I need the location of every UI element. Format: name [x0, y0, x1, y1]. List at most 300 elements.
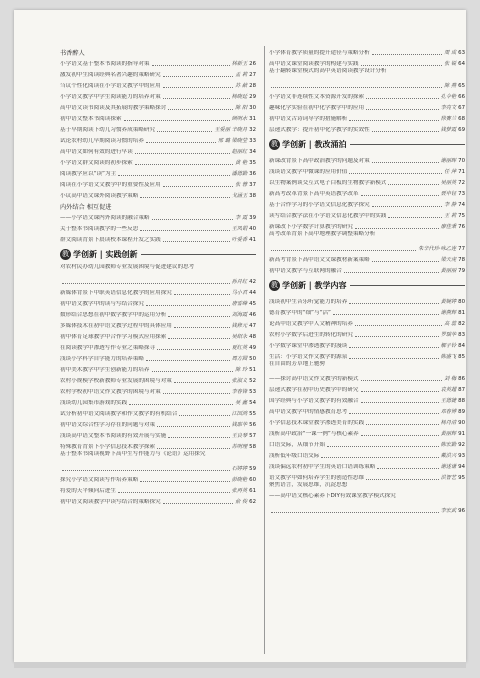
- column-divider: [264, 46, 265, 654]
- leader-dots: [372, 162, 439, 163]
- toc-entry[interactable]: [60, 473, 256, 484]
- toc-entry[interactable]: [269, 165, 465, 176]
- toc-entry-title[interactable]: 对农村民办幼儿园教师专业发展困境与促进建议的思考: [60, 264, 195, 270]
- author: 顾明水: [231, 116, 248, 122]
- author: 陈 玲: [235, 367, 248, 373]
- toc-entry[interactable]: [60, 123, 256, 134]
- author: 吴绍永: [231, 334, 248, 340]
- toc-entry[interactable]: [269, 253, 465, 264]
- page-number: 82: [458, 321, 465, 327]
- entry-title: 浅谈高中语文整本书阅读的有效开展与实施: [60, 433, 167, 439]
- entry-title: 阅读教学应以“读”为主: [60, 171, 117, 177]
- author: 彭晓艳: [231, 477, 248, 483]
- author: 高 蕊: [444, 321, 457, 327]
- page-number: 53: [249, 389, 256, 395]
- author: 聂申钰: [440, 191, 457, 197]
- page-number: 63: [458, 50, 465, 56]
- author: 苏明理: [231, 444, 248, 450]
- author: 李 静: [444, 202, 457, 208]
- author: 王凤娟: [231, 226, 248, 232]
- author: 王良琴: [231, 433, 248, 439]
- leader-dots: [372, 261, 439, 262]
- toc-entry-continuation[interactable]: [269, 242, 465, 253]
- page-number: 32: [249, 127, 256, 133]
- toc-entry[interactable]: [269, 154, 465, 165]
- toc-entry[interactable]: [60, 211, 256, 222]
- toc-entry[interactable]: [269, 438, 465, 449]
- leader-dots: [366, 479, 438, 480]
- author: 黄丽辉: [440, 431, 457, 437]
- entry-title: 基于合作学习的小学语文信息化教学探究: [269, 202, 370, 208]
- page-number: 49: [249, 345, 256, 351]
- page-number: 79: [458, 268, 465, 274]
- entry-title: 浅析低年级口语交际: [269, 453, 320, 459]
- entry-title: 小学语文基于整本书阅读的指导对策: [60, 61, 150, 67]
- leader-dots: [321, 457, 438, 458]
- entry-subtitle: ——探讨高中语文作文教学的新模式: [269, 376, 359, 382]
- page-number: 54: [249, 400, 256, 406]
- entry-title: 新课改下小学数学计算教学的研究: [269, 224, 353, 230]
- toc-list: [269, 295, 465, 361]
- leader-dots: [163, 98, 230, 99]
- toc-entry-title[interactable]: 聚焦语言，发展思维，沉淀思想: [269, 482, 348, 488]
- author: 张 蓉: [235, 182, 248, 188]
- toc-entry[interactable]: [269, 46, 465, 57]
- leader-dots: [146, 305, 230, 306]
- leader-dots: [152, 65, 230, 66]
- author: 赵丽红: [231, 149, 248, 155]
- entry-title: 特殊教育背景下小学信息技术教学探索: [60, 444, 156, 450]
- toc-entry[interactable]: [60, 189, 256, 200]
- leader-dots: [157, 131, 212, 132]
- author: 邓春博: [440, 409, 457, 415]
- toc-entry[interactable]: [60, 222, 256, 233]
- author: 朱辛代珍·咏乙连: [418, 246, 457, 252]
- toc-entry[interactable]: [60, 484, 256, 495]
- toc-entry[interactable]: [60, 429, 256, 440]
- page-number: 83: [458, 332, 465, 338]
- toc-entry-title[interactable]: 在自由的芳草地上驰骋: [269, 361, 325, 367]
- leader-dots: [361, 195, 439, 196]
- toc-entry[interactable]: [269, 306, 465, 317]
- author: 罗瑞华: [440, 332, 457, 338]
- page-number: 84: [458, 343, 465, 349]
- author: 徐赛兰: [440, 116, 457, 122]
- leader-dots: [366, 98, 438, 99]
- section-subtitle: 内外结合 相互促进: [60, 204, 112, 211]
- toc-entry-title[interactable]: 基于翻转课堂模式的高中英语阅读教学设计分析: [269, 68, 387, 74]
- section-badge-icon: 教: [271, 281, 278, 289]
- leader-dots: [361, 391, 439, 392]
- author: 邢 璐 梁晓莹: [217, 138, 248, 144]
- toc-list: [60, 57, 256, 200]
- toc-entry-title[interactable]: 高考改革背景下高中地理教学调整策略分析: [269, 231, 376, 237]
- author: 戴洪兴: [440, 453, 457, 459]
- entry-title: 层递式教学：提升初中化学教学的实效性: [269, 127, 370, 133]
- page-number: 58: [249, 444, 256, 450]
- toc-entry-title[interactable]: 基于整本书阅读视野下高中生写作能力与《论语》运用探究: [60, 451, 206, 457]
- leader-dots: [124, 120, 230, 121]
- leader-dots: [168, 437, 229, 438]
- section-header: [269, 277, 465, 293]
- leader-dots: [372, 131, 439, 132]
- toc-entry[interactable]: [269, 350, 465, 361]
- leader-dots: [174, 327, 230, 328]
- page-number: 74: [458, 202, 465, 208]
- toc-entry[interactable]: [60, 319, 256, 330]
- author: 杨晓廷: [231, 94, 248, 100]
- leader-dots: [344, 272, 439, 273]
- toc-entry[interactable]: [269, 427, 465, 438]
- toc-entry[interactable]: [60, 233, 256, 244]
- leader-dots: [361, 435, 439, 436]
- page-number: 37: [249, 182, 256, 188]
- entry-title: 趣味化学实验在初中化学教学中的应用: [269, 105, 365, 111]
- toc-entry-continuation[interactable]: [60, 462, 256, 473]
- entry-title: 浅谈语文教学中微课的应用价值: [269, 169, 348, 175]
- author: 廖佳秉: [440, 224, 457, 230]
- entry-title: 初中体育足球教学中合作学习模式应用探索: [60, 334, 167, 340]
- toc-entry[interactable]: [60, 396, 256, 407]
- entry-title: 小学语文群文阅读的初步探索: [60, 160, 133, 166]
- author: 黄丽丽: [440, 268, 457, 274]
- author: 吴丽英: [440, 180, 457, 186]
- entry-title: 德育教学中的“细”与“活”: [269, 310, 331, 316]
- toc-entry[interactable]: [60, 79, 256, 90]
- toc-entry[interactable]: [60, 134, 256, 145]
- entry-title: 初中语文整本书阅读探索: [60, 116, 122, 122]
- toc-entry[interactable]: [60, 363, 256, 374]
- entry-title: 国学经典与小学语文教学的有效融合: [269, 398, 359, 404]
- toc-entry[interactable]: [60, 418, 256, 429]
- entry-title: 将爱的天平倾向后进生: [60, 488, 116, 494]
- entry-title: 小学信息技术课堂教学渗透美育的实践: [269, 420, 365, 426]
- toc-entry[interactable]: [269, 112, 465, 123]
- toc-entry[interactable]: [269, 416, 465, 427]
- page-number: 44: [249, 290, 256, 296]
- page-number: 42: [249, 279, 256, 285]
- entry-title: 新课改背景下高中政治教学的问题及对策: [269, 158, 370, 164]
- leader-dots: [163, 503, 233, 504]
- page-number: 28: [249, 83, 256, 89]
- page-number: 89: [458, 409, 465, 415]
- page-number: 47: [249, 323, 256, 329]
- toc-entry[interactable]: [60, 385, 256, 396]
- author: 谢丽晖: [440, 158, 457, 164]
- leader-dots: [62, 283, 230, 284]
- leader-dots: [118, 492, 230, 493]
- toc-entry[interactable]: [60, 90, 256, 101]
- leader-dots: [163, 393, 230, 394]
- page-number: 64: [458, 61, 465, 67]
- author: 王爱丽 辛晓月: [214, 127, 248, 133]
- entry-title: 农村学校初中语文作文教学的困境与对策: [60, 389, 161, 395]
- toc-entry[interactable]: [60, 330, 256, 341]
- leader-dots: [135, 153, 230, 154]
- page-number: 92: [458, 442, 465, 448]
- section-rule: [350, 285, 465, 286]
- entry-title: 新高考背景下高中语文文课教材新案策略: [269, 257, 370, 263]
- page-number: 80: [458, 299, 465, 305]
- leader-dots: [174, 294, 230, 295]
- toc-entry[interactable]: [60, 145, 256, 156]
- leader-dots: [327, 446, 439, 447]
- toc-list: [60, 286, 256, 451]
- leader-dots: [349, 173, 442, 174]
- toc-entry[interactable]: [269, 209, 465, 220]
- page-number: 72: [458, 180, 465, 186]
- page-number: 86: [458, 376, 465, 382]
- leader-dots: [179, 415, 229, 416]
- entry-title: 数形结合思想在初中数学教学中的运用分析: [60, 312, 167, 318]
- toc-entry[interactable]: [60, 68, 256, 79]
- toc-entry[interactable]: [269, 123, 465, 134]
- page-number: 51: [249, 367, 256, 373]
- leader-dots: [361, 65, 443, 66]
- author: 杨丹清: [440, 420, 457, 426]
- toc-entry[interactable]: [60, 178, 256, 189]
- toc-entry[interactable]: [60, 101, 256, 112]
- author: 张淑义: [231, 378, 248, 384]
- author: 张再英: [231, 488, 248, 494]
- toc-entry[interactable]: [60, 440, 256, 451]
- page-number: 61: [249, 488, 256, 494]
- toc-entry[interactable]: [60, 352, 256, 363]
- entry-title: 基于早期阅读下幼儿习惯养成策略研究: [60, 127, 156, 133]
- entry-title: 群文阅读背景下晨读校本课程开发之实践: [60, 237, 161, 243]
- toc-entry[interactable]: [269, 295, 465, 306]
- leader-dots: [152, 371, 234, 372]
- leader-dots: [168, 338, 229, 339]
- leader-dots: [349, 347, 438, 348]
- toc-entry[interactable]: [60, 341, 256, 352]
- leader-dots: [140, 481, 229, 482]
- page-number: 69: [458, 127, 465, 133]
- toc-list: [269, 253, 465, 275]
- toc-entry[interactable]: [269, 471, 465, 482]
- page-number: 88: [458, 398, 465, 404]
- page-number: 95: [458, 475, 465, 481]
- page-number: 56: [249, 422, 256, 428]
- page-number: 38: [249, 193, 256, 199]
- section-rule: [350, 144, 465, 145]
- entry-title: 小学数学课堂中渗透教学的漫谈: [269, 343, 348, 349]
- author: 黄婉婷: [440, 299, 457, 305]
- leader-dots: [271, 87, 442, 88]
- page-number: 67: [458, 105, 465, 111]
- author: 任 萍: [444, 169, 457, 175]
- section-subtitle: 书香醉人: [60, 50, 85, 57]
- author: 李亮文: [440, 105, 457, 111]
- toc-entry[interactable]: [269, 394, 465, 405]
- section-title: 学创新 | 教改涌泊: [282, 138, 347, 149]
- entry-title: 初中语文古诗词导学的措施解析: [269, 116, 348, 122]
- entry-title: 初中语文阅读教学中读写结合的策略探究: [60, 499, 161, 505]
- entry-title: 论高中语文教学中人文精神的培养: [269, 321, 353, 327]
- page-number: 65: [458, 83, 465, 89]
- author: 孙月红: [231, 279, 248, 285]
- author: 林新玉: [231, 61, 248, 67]
- entry-title: 激发初中生阅读经典名著兴趣的策略研究: [60, 72, 161, 78]
- entry-title: 初中语文综合性学习存在的问题与对策: [60, 422, 156, 428]
- toc-entry[interactable]: [60, 308, 256, 319]
- page-number: 26: [249, 61, 256, 67]
- leader-dots: [377, 468, 438, 469]
- entry-title: 刍议个性化阅读在小学语文教学中的应用: [60, 83, 161, 89]
- author: 李宏武: [440, 508, 457, 514]
- page-number: 77: [458, 246, 465, 252]
- entry-title: 高中语文如何有效的进行早读: [60, 149, 133, 155]
- entry-title: 小学语文非连续性文本资源开发的探索: [269, 94, 365, 100]
- toc-entry[interactable]: [269, 460, 465, 471]
- page-number: 29: [249, 94, 256, 100]
- entry-title: 试分析初中语文阅读教学和作文教学的有机结合: [60, 411, 178, 417]
- page-number: 27: [249, 72, 256, 78]
- toc-entry[interactable]: [269, 328, 465, 339]
- section-title: 学创新 | 教学内容: [282, 279, 347, 290]
- author: 陈 阳: [235, 105, 248, 111]
- leader-dots: [372, 54, 442, 55]
- toc-entry[interactable]: [269, 264, 465, 275]
- page-number: 87: [458, 387, 465, 393]
- page-number: 75: [458, 213, 465, 219]
- toc-entry[interactable]: [269, 90, 465, 101]
- author: 解子铃: [440, 343, 457, 349]
- toc-entry[interactable]: [269, 198, 465, 209]
- author: 周 成: [444, 50, 457, 56]
- toc-list: [60, 473, 256, 506]
- toc-entry-continuation[interactable]: [269, 79, 465, 90]
- author: 李 霞: [235, 215, 248, 221]
- right-column: [269, 46, 465, 515]
- toc-entry[interactable]: [269, 176, 465, 187]
- toc-entry[interactable]: [269, 339, 465, 350]
- author: 潘德勤: [231, 171, 248, 177]
- leader-dots: [349, 358, 438, 359]
- page-number: 34: [249, 149, 256, 155]
- toc-entry[interactable]: [269, 187, 465, 198]
- author: 周方圆: [231, 356, 248, 362]
- toc-entry[interactable]: [60, 495, 256, 506]
- entry-title: 口语交际，从细节开始: [269, 442, 325, 448]
- section-header: [60, 246, 256, 262]
- toc-entry[interactable]: [60, 112, 256, 123]
- toc-entry[interactable]: [269, 57, 465, 68]
- entry-title: 农村小规模学校新教师专业发展的困境与对策: [60, 378, 172, 384]
- entry-title: 初中语文教学中的读与写结合探究: [60, 301, 144, 307]
- author: 陈宏勤: [440, 442, 457, 448]
- toc-entry[interactable]: [269, 383, 465, 394]
- section-header: [269, 136, 465, 152]
- leader-dots: [168, 109, 233, 110]
- leader-dots: [349, 413, 438, 414]
- page-number: 33: [249, 138, 256, 144]
- author: 袁英超: [440, 387, 457, 393]
- toc-entry[interactable]: [60, 286, 256, 297]
- author: 黄 艳: [235, 160, 248, 166]
- leader-dots: [388, 184, 438, 185]
- author: 洪智艺: [440, 475, 457, 481]
- author: 吴 鑫: [235, 400, 248, 406]
- author: 唐雪峰: [231, 301, 248, 307]
- page-number: 90: [458, 420, 465, 426]
- page-number: 39: [249, 215, 256, 221]
- author: 王 莉: [444, 213, 457, 219]
- toc-entry[interactable]: [269, 220, 465, 231]
- page-number: 35: [249, 160, 256, 166]
- leader-dots: [146, 142, 216, 143]
- entry-title: 浅谈幼儿园集市游戏的实践: [60, 400, 128, 406]
- entry-title: 阅读在小学语文文教学中的重要性及应用: [60, 182, 161, 188]
- toc-entry-continuation[interactable]: [269, 504, 465, 515]
- entry-title: 高中语文教学中的情感教育思考: [269, 409, 348, 415]
- page-number: 91: [458, 431, 465, 437]
- author: 陈 燕: [444, 83, 457, 89]
- toc-entry[interactable]: [269, 317, 465, 328]
- section-badge-icon: 教: [62, 250, 69, 258]
- toc-entry[interactable]: [60, 407, 256, 418]
- leader-dots: [157, 448, 229, 449]
- author: 钱耶华: [231, 422, 248, 428]
- entry-title: 浅析高中政治“一课一例”与核心素养: [269, 431, 359, 437]
- entry-title: 初中美术教学中学生创新能力的培养: [60, 367, 150, 373]
- leader-dots: [157, 349, 229, 350]
- toc-entry[interactable]: [60, 297, 256, 308]
- toc-list: [60, 211, 256, 244]
- entry-title: 新媒体背景下中职英语信息化教学的应用探究: [60, 290, 172, 296]
- page-number: 68: [458, 116, 465, 122]
- author: 苏 献: [235, 83, 248, 89]
- entry-title: 高中语文课堂阅读教学的构建与实践: [269, 61, 359, 67]
- leader-dots: [361, 380, 443, 381]
- toc-entry[interactable]: [60, 374, 256, 385]
- toc-entry-continuation[interactable]: [60, 275, 256, 286]
- entry-title: 小学语文教学中学生阅读能力的培养对策: [60, 94, 161, 100]
- author: 孟 莉: [235, 72, 248, 78]
- entry-title: 读写结合教学法在小学语文信息化教学中的实践: [269, 213, 387, 219]
- leader-dots: [361, 402, 439, 403]
- author: 叶爱香: [231, 237, 248, 243]
- page-number: 60: [249, 477, 256, 483]
- toc-entry[interactable]: [60, 167, 256, 178]
- page-number: 96: [458, 508, 465, 514]
- leader-dots: [271, 250, 416, 251]
- toc-entry[interactable]: [269, 101, 465, 112]
- page-number: 46: [249, 312, 256, 318]
- leader-dots: [163, 87, 233, 88]
- toc-entry[interactable]: [60, 156, 256, 167]
- author: 梁天虎: [440, 257, 457, 263]
- toc-entry[interactable]: [60, 57, 256, 68]
- page-number: 81: [458, 310, 465, 316]
- toc-entry[interactable]: [269, 449, 465, 460]
- author: 刘 梅: [444, 376, 457, 382]
- entry-title: 语文教学中如何培养学生的创造性思维: [269, 475, 365, 481]
- page-number: 52: [249, 378, 256, 384]
- leader-dots: [146, 360, 230, 361]
- leader-dots: [372, 206, 442, 207]
- left-column: [60, 46, 256, 506]
- leader-dots: [333, 314, 439, 315]
- entry-title: 层递式教学在初中历史教学中的研究: [269, 387, 359, 393]
- entry-title: 浅谈小学科学自学能力的培养策略: [60, 356, 144, 362]
- leader-dots: [355, 325, 442, 326]
- page-number: 40: [249, 226, 256, 232]
- entry-subtitle: ——高中语文核心素养下DIY有效课堂教学模式探究: [269, 493, 396, 499]
- toc-entry[interactable]: [269, 405, 465, 416]
- leader-dots: [129, 404, 233, 405]
- toc-entry-continuation[interactable]: [269, 372, 465, 383]
